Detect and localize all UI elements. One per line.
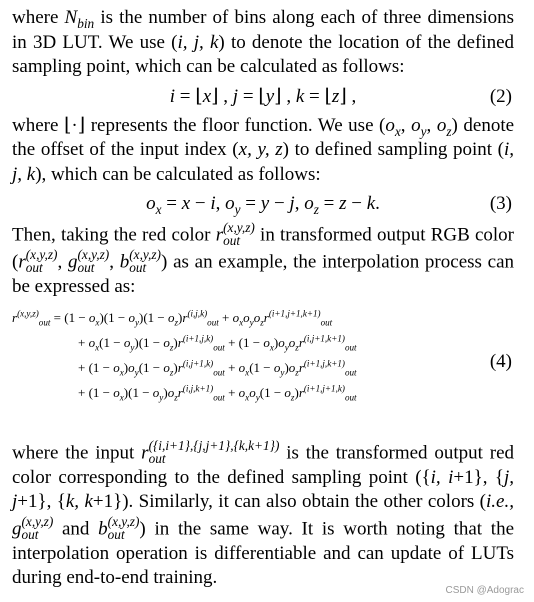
watermark: CSDN @Adograc (445, 585, 524, 596)
text-span: i.e., (486, 491, 514, 513)
paragraph-2: where ⌊·⌋ represents the floor function. We use ($o_x$, $o_y$, $o_z$) denote the offset of the input index (x, y, z) to defined sampling point (i, j, k), which can be calculated as follows: (12, 114, 515, 185)
text-span: and (61, 518, 90, 540)
equation-number: (3) (489, 193, 512, 214)
paragraph-1: where $N_{bin}$ is the number of bins along each of three dimensions in 3D LUT. We use (i, j, k) to denote the location of the defined sampling point, which can be calculated as follows: (12, 7, 515, 77)
text-span: is the number of bins along each of three dimensions in 3D LUT. We use (12, 7, 515, 53)
equation-4: $r^{(x,y,z)}_{out} = (1 - o_x)(1 - o_y)(1 - o_z)r^{(i,j,k)}_{out} + o_xo_yo_zr^{(i+1,j+1,k+1)}_{out}$ + $o_x(1 - o_y)(1 - o_z)r^{(i+1,j,k)}_{out} + (1 - o_x)o_yo_zr^{(i,j+1,k+1)}_{out}$ + $(1 - o_x)o_y(1 - o_z)r^{(i,j+1,k)}_{out} + o_x(1 - o_y)o_zr^{(i+1,j,k+1)}_{out}$ + $(1 - o_x)(1 - o_y)o_zr^{(i,j,k+1)}_{out} + o_xo_y(1 - o_z)r^{(i+1,j+1,k)}_{out}$ (4) (12, 308, 512, 403)
paragraph-3: Then, taking the red color r (x,y,z) out in transformed output RGB color (r (x,y,z) out , g (x,y,z) out , b (x,y,z) out ) as an example, the interpolation process can be expressed as: (12, 220, 515, 297)
text-span: ) in the same way. It is worth noting that the interpolation operation is differentiable and can update of LUTs during end-to-end training. (12, 518, 515, 589)
equation-number: (4) (489, 351, 512, 373)
text-span: where the input (12, 442, 135, 464)
text-span: is the transformed output red color corresponding to the defined sampling point (12, 442, 515, 488)
text-span: . Similarly, it can also obtain the other colors ( (128, 491, 487, 513)
text-span: in transformed output RGB color (260, 224, 515, 246)
text-span: , which can be calculated as follows: (41, 163, 321, 185)
equation-2: i = ⌊x⌋ , j = ⌊y⌋ , k = ⌊z⌋ , (2) (12, 80, 514, 114)
paper-page (12, 6, 514, 591)
text-span: to denote the location of the defined sampling point, which can be calculated as follows: (12, 31, 515, 77)
text-span: where (12, 7, 59, 28)
equation-3: $o_x = x - i$, $o_y = y - j$, $o_z = z - k$. (3) (12, 187, 514, 221)
text-span: represents the floor function. We use (90, 114, 374, 136)
text-span: where (12, 114, 59, 136)
text-span: to defined sampling point (294, 139, 493, 160)
text-span: denote the offset of the input index (12, 114, 515, 160)
paragraph-4: where the input r ({i,i+1},{j,j+1},{k,k+1}) out is the transformed output red color corresponding to the defined sampling point ({i, i+1}, {j, j+1}, {k, k+1}). Similarly, it can also obtain the other colors (i.e., g (x,y,z) out and b (x,y,z) out ) in the same way. It is worth noting that the interpolation operation is differentiable and can update of LUTs during end-to-end training. (12, 438, 515, 589)
text-span: Then, taking the red color (12, 224, 211, 246)
equation-number: (2) (489, 85, 512, 107)
text-span: as an example, the interpolation process can be expressed as: (12, 251, 515, 297)
